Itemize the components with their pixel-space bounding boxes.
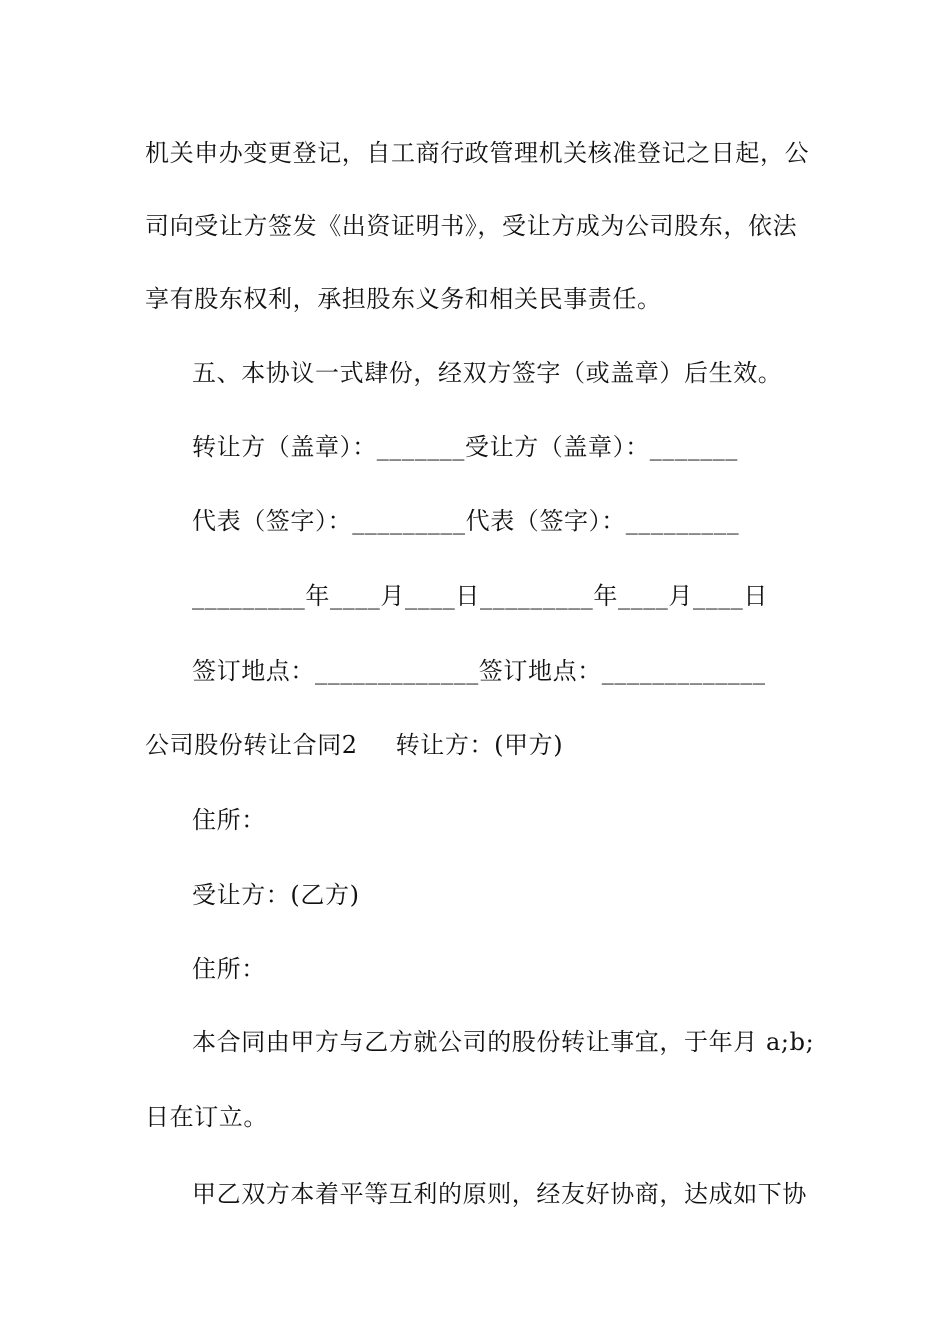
transferee-party: 受让方：(乙方) xyxy=(192,881,360,909)
contract-2-heading xyxy=(145,729,825,761)
text-line-3: 享有股东权利，承担股东义务和相关民事责任。 xyxy=(145,285,662,313)
signature-seal-line: 转让方（盖章）：_______受让方（盖章）：_______ xyxy=(192,433,738,461)
clause-five: 五、本协议一式肆份，经双方签字（或盖章）后生效。 xyxy=(192,359,783,387)
signature-date-line: _________年____月____日_________年____月____日 xyxy=(192,582,768,610)
text-line-1: 机关申办变更登记，自工商行政管理机关核准登记之日起，公 xyxy=(145,139,810,167)
paragraph-2-line-1: 甲乙双方本着平等互利的原则，经友好协商，达成如下协 xyxy=(192,1180,807,1208)
paragraph-1-line-1: 本合同由甲方与乙方就公司的股份转让事宜，于年月 a;b; xyxy=(192,1028,815,1056)
transferor-address: 住所： xyxy=(192,806,266,834)
transferee-address: 住所： xyxy=(192,955,266,983)
contract-2-transferor: 转让方：(甲方) xyxy=(395,731,564,759)
signature-place-line: 签订地点：_____________签订地点：_____________ xyxy=(192,657,766,685)
paragraph-1-line-2: 日在订立。 xyxy=(145,1103,268,1131)
signature-representative-line: 代表（签字）：_________代表（签字）：_________ xyxy=(192,507,740,535)
text-line-2: 司向受让方签发《出资证明书》，受让方成为公司股东，依法 xyxy=(145,212,798,240)
contract-2-title: 公司股份转让合同2 xyxy=(145,731,358,759)
